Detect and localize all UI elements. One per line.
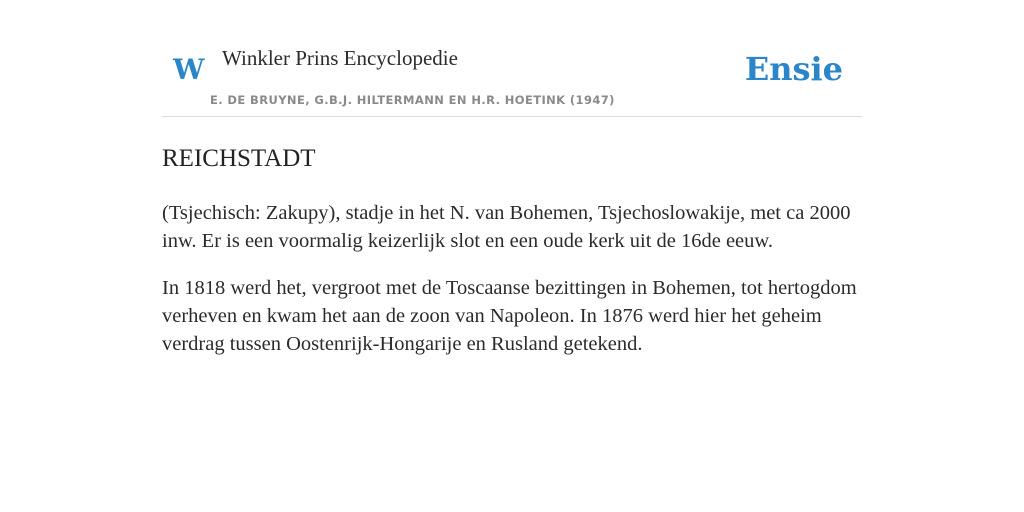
entry-paragraph-2: In 1818 werd het, vergroot met de Toscaanse bezittingen in Bohemen, tot hertogdom verheven en kwam het aan de zoon van Napoleon. In 1876 werd hier het geheim verdrag tussen Oostenrijk-Hongarije en Rusland getekend. [162,277,857,355]
ensie-logo-link[interactable]: Ensie [744,50,843,88]
entry-paragraph-1: (Tsjechisch: Zakupy), stadje in het N. van Bohemen, Tsjechoslowakije, met ca 2000 inw. Er is een voormalig keizerlijk slot en een oude kerk uit de 16de eeuw. [162,202,851,252]
source-title[interactable]: Winkler Prins Encyclopedie [222,46,458,70]
source-authors: E. DE BRUYNE, G.B.J. HILTERMANN EN H.R. HOETINK (1947) [210,93,615,107]
source-header [162,0,862,117]
source-logo-icon[interactable]: W [173,53,205,86]
entry-title: REICHSTADT [162,145,316,172]
page-container [162,0,862,358]
